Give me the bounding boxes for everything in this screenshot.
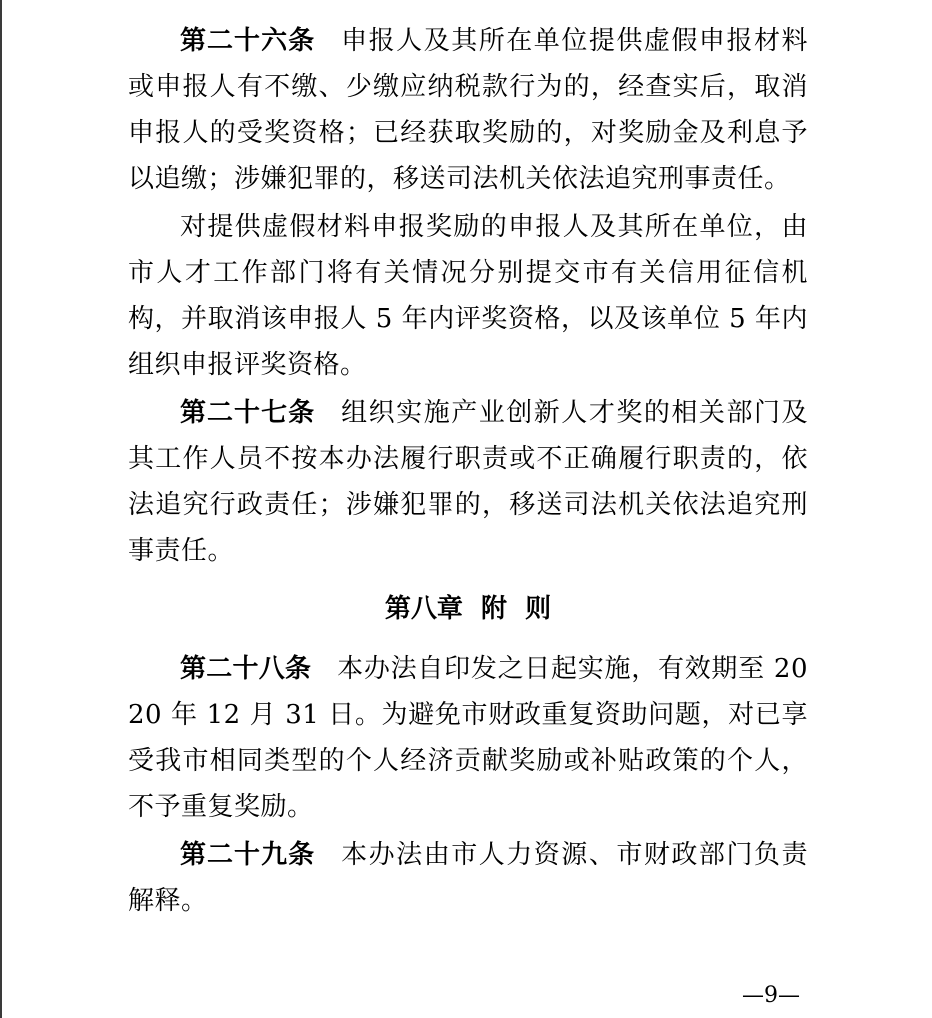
article-28-number: 第二十八条 (180, 654, 312, 684)
article-26-number: 第二十六条 (180, 26, 316, 56)
article-27-text: 组织实施产业创新人才奖的相关部门及其工作人员不按本办法履行职责或不正确履行职责的，依法追究行政责任；涉嫌犯罪的，移送司法机关依法追究刑事责任。 (128, 398, 808, 566)
document-body (128, 18, 808, 924)
article-27-paragraph (128, 390, 808, 574)
page-number: —9— (742, 983, 800, 1008)
article-29-number: 第二十九条 (180, 840, 316, 870)
article-29-paragraph (128, 832, 808, 924)
article-26-text: 申报人及其所在单位提供虚假申报材料或申报人有不缴、少缴应纳税款行为的，经查实后，取消申报人的受奖资格；已经获取奖励的，对奖励金及利息予以追缴；涉嫌犯罪的，移送司法机关依法追究刑事责任。 (128, 26, 808, 194)
article-26-second-paragraph (128, 204, 808, 388)
article-26-paragraph (128, 18, 808, 202)
article-26-second-text: 对提供虚假材料申报奖励的申报人及其所在单位，由市人才工作部门将有关情况分别提交市有关信用征信机构，并取消该申报人 5 年内评奖资格，以及该单位 5 年内组织申报评奖资格。 (128, 212, 808, 380)
article-28-paragraph (128, 646, 808, 830)
article-27-number: 第二十七条 (180, 398, 316, 428)
chapter-8-heading: 第八章 附 则 (384, 594, 552, 624)
article-28-text: 本办法自印发之日起实施，有效期至 2020 年 12 月 31 日。为避免市财政重复资助问题，对已享受我市相同类型的个人经济贡献奖励或补贴政策的个人，不予重复奖励。 (128, 654, 808, 822)
article-29-text: 本办法由市人力资源、市财政部门负责解释。 (128, 840, 808, 916)
